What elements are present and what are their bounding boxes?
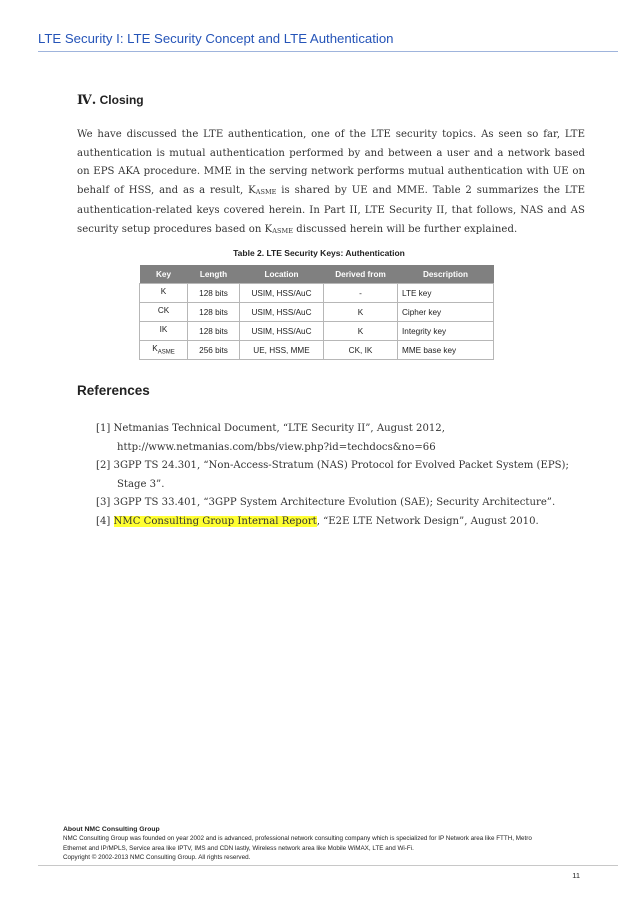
- table-row: [140, 284, 494, 303]
- cell-derived-from: -: [324, 284, 398, 303]
- cell-derived-from: K: [324, 322, 398, 341]
- document-header: [38, 31, 618, 52]
- table-row: [140, 322, 494, 341]
- column-header-location: Location: [240, 265, 324, 284]
- column-header-key: Key: [140, 265, 188, 284]
- column-header-derived-from: Derived from: [324, 265, 398, 284]
- table-row: [140, 341, 494, 360]
- cell-location: USIM, HSS/AuC: [240, 322, 324, 341]
- column-header-description: Description: [398, 265, 494, 284]
- references-list: [96, 420, 588, 532]
- cell-key: $K_{ASME}$: [140, 341, 188, 360]
- paragraph-text-2: is shared by UE and MME. Table 2 summarizes the LTE authentication-related keys covered herein. In Part II, LTE Security II, that follows, NAS and AS security setup procedures based on K: [77, 185, 585, 235]
- cell-location: USIM, HSS/AuC: [240, 284, 324, 303]
- paragraph-subscript-1: ASME: [255, 188, 277, 197]
- cell-location: USIM, HSS/AuC: [240, 303, 324, 322]
- cell-derived-from: CK, IK: [324, 341, 398, 360]
- table-caption: Table 2. LTE Security Keys: Authentication: [233, 248, 405, 258]
- cell-description: MME base key: [398, 341, 494, 360]
- closing-paragraph: [77, 126, 585, 240]
- cell-description: LTE key: [398, 284, 494, 303]
- cell-derived-from: K: [324, 303, 398, 322]
- cell-description: Cipher key: [398, 303, 494, 322]
- reference-item: [1] Netmanias Technical Document, “LTE Security II”, August 2012, http://www.netmanias.com/bbs/view.php?id=techdocs&no=66: [96, 423, 445, 453]
- table-header-row: [140, 265, 494, 284]
- about-title: About NMC Consulting Group: [63, 826, 160, 833]
- cell-key: CK: [140, 303, 188, 322]
- cell-length: 128 bits: [188, 284, 240, 303]
- section-title: [77, 93, 144, 108]
- section-heading: Closing: [99, 93, 144, 107]
- column-header-length: Length: [188, 265, 240, 284]
- reference-item: [3] 3GPP TS 33.401, “3GPP System Architecture Evolution (SAE); Security Architecture”.: [96, 497, 556, 509]
- cell-description: Integrity key: [398, 322, 494, 341]
- table-row: [140, 303, 494, 322]
- security-keys-table: [139, 265, 494, 360]
- section-number: Ⅳ.: [77, 93, 97, 108]
- reference-item: [2] 3GPP TS 24.301, “Non-Access-Stratum (NAS) Protocol for Evolved Packet System (EPS); Stage 3”.: [96, 460, 569, 490]
- references-title: References: [77, 383, 150, 398]
- about-text-line: Ethernet and IP/MPLS, Service area like IPTV, IMS and CDN lastly, Wireless network area like Mobile WiMAX, LTE and Wi-Fi.: [63, 844, 414, 852]
- page-number: 11: [572, 871, 580, 880]
- paragraph-text-3: discussed herein will be further explained.: [293, 223, 518, 235]
- highlighted-text: NMC Consulting Group Internal Report: [113, 515, 317, 527]
- cell-key: K: [140, 284, 188, 303]
- paragraph-text-1: We have discussed the LTE authentication, one of the LTE security topics. As seen so far, LTE authentication is mutual authentication performed by and between a user and a network based on EPS AKA procedure. MME in the serving network performs mutual authentication with UE on behalf of HSS, and as a result, K: [77, 129, 585, 197]
- about-section: [63, 825, 623, 862]
- footer-divider: [38, 865, 618, 866]
- cell-length: 128 bits: [188, 303, 240, 322]
- header-title: LTE Security I: LTE Security Concept and LTE Authentication: [38, 31, 394, 46]
- cell-key: IK: [140, 322, 188, 341]
- reference-item: [4] NMC Consulting Group Internal Report, “E2E LTE Network Design”, August 2010.: [96, 515, 539, 527]
- paragraph-subscript-2: ASME: [272, 226, 294, 235]
- cell-length: 128 bits: [188, 322, 240, 341]
- copyright-text: Copyright © 2002-2013 NMC Consulting Group. All rights reserved.: [63, 853, 251, 861]
- about-text-line: NMC Consulting Group was founded on year 2002 and is advanced, professional network consulting company which is specialized for IP Network area like FTTH, Metro: [63, 835, 532, 843]
- cell-location: UE, HSS, MME: [240, 341, 324, 360]
- cell-length: 256 bits: [188, 341, 240, 360]
